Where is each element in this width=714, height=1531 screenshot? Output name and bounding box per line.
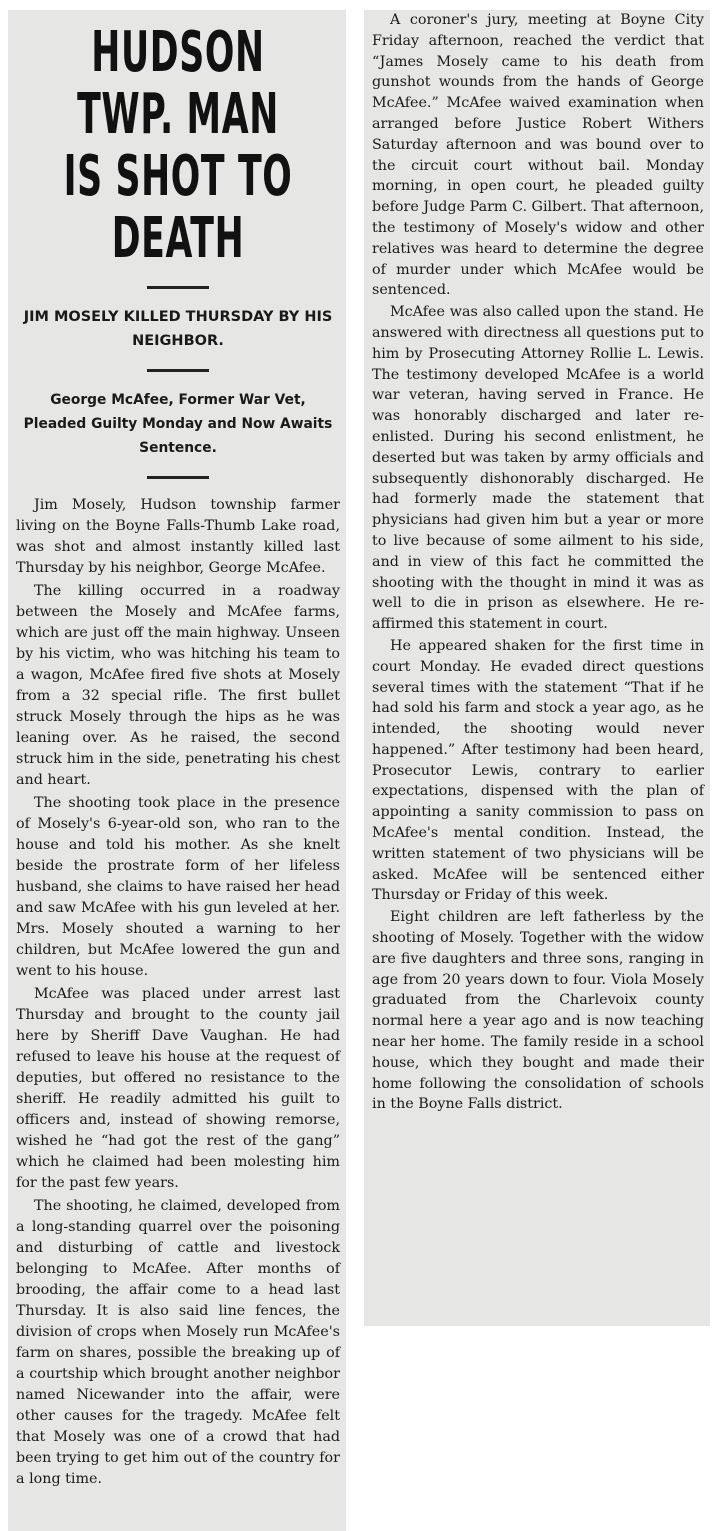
paragraph: The shooting took place in the presence of Mosely's 6-year-old son, who ran to the house and told his mother. As she knelt beside the prostrate form of her lifeless husband, she claims to have raised her head and saw McAfee with his gun leveled at her. Mrs. Mosely shouted a warning to her children, but McAfee lowered the gun and went to his house. <box>16 795 340 979</box>
right-column <box>364 10 710 1326</box>
divider-rule <box>147 369 209 372</box>
headline-line-2: IS SHOT TO DEATH <box>63 144 293 271</box>
article-body-right <box>372 10 704 1115</box>
left-column <box>8 10 346 1531</box>
paragraph: The killing occurred in a roadway between the Mosely and McAfee farms, which are just off the main highway. Unseen by his victim, who was hitching his team to a wagon, McAfee fired five shots at Mosely from a 32 special rifle. The first bullet struck Mosely through the hips as he was leaning over. As he raised, the second struck him in the side, penetrating his chest and heart. <box>16 583 340 788</box>
divider-rule <box>147 476 209 479</box>
subdeck: George McAfee, Former War Vet, Pleaded Guilty Monday and Now Awaits Sentence. <box>23 392 333 456</box>
headline-line-1: HUDSON TWP. MAN <box>77 20 279 147</box>
paragraph: A coroner's jury, meeting at Boyne City Friday afternoon, reached the verdict that “James Mosely came to his death from gunshot wounds from the hands of George McAfee.” McAfee waived examination when arranged before Justice Robert Withers Saturday afternoon and was bound over to the circuit court without bail. Monday morning, in open court, he pleaded guilty before Judge Parm C. Gilbert. That afternoon, the testimony of Mosely's widow and other relatives was heard to determine the degree of murder under which McAfee would be sentenced. <box>372 12 704 299</box>
paragraph: Jim Mosely, Hudson township farmer living on the Boyne Falls-Thumb Lake road, was shot and almost instantly killed last Thursday by his neighbor, George McAfee. <box>16 497 340 576</box>
paragraph: The shooting, he claimed, developed from a long-standing quarrel over the poisoning and disturbing of cattle and livestock belonging to McAfee. After months of brooding, the affair come to a head last Thursday. It is also said line fences, the division of crops when Mosely run McAfee's farm on shares, possible the breaking up of a courtship which brought another neighbor named Nicewander into the affair, were other causes for the tragedy. McAfee felt that Mosely was one of a crowd that had been trying to get him out of the country for a long time. <box>16 1198 340 1487</box>
paragraph: McAfee was also called upon the stand. He answered with directness all questions put to him by Prosecuting Attorney Rollie L. Lewis. The testimony developed McAfee is a world war veteran, having served in France. He was honorably discharged and later re-enlisted. During his second enlistment, he deserted but was taken by army officials and subsequently dishonorably discharged. He had formerly made the statement that physicians had given him but a year or more to live because of some ailment to his side, and in view of this fact he committed the shooting with the thought in mind it was as well to die in prison as elsewhere. He re-affirmed this statement in court. <box>372 304 704 633</box>
deck: JIM MOSELY KILLED THURSDAY BY HIS NEIGHBOR. <box>23 309 333 349</box>
divider-rule <box>147 286 209 289</box>
article-body-left <box>16 495 340 1490</box>
paragraph: Eight children are left fatherless by the shooting of Mosely. Together with the widow are five daughters and three sons, ranging in age from 20 years down to four. Viola Mosely graduated from the Charlevoix county normal here a year ago and is now teaching near her home. The family reside in a school house, which they bought and made their home following the consolidation of schools in the Boyne Falls district. <box>372 909 704 1113</box>
headline <box>40 22 315 270</box>
paragraph: He appeared shaken for the first time in court Monday. He evaded direct questions several times with the statement “That if he had sold his farm and stock a year ago, as he intended, the shooting would never happened.” After testimony had been heard, Prosecutor Lewis, contrary to earlier expectations, dispensed with the plan of appointing a sanity commission to pass on McAfee's mental condition. Instead, the written statement of two physicians will be asked. McAfee will be sentenced either Thursday or Friday of this week. <box>372 637 704 904</box>
paragraph: McAfee was placed under arrest last Thursday and brought to the county jail here by Sheriff Dave Vaughan. He had refused to leave his house at the request of deputies, but offered no resistance to the sheriff. He readily admitted his guilt to officers and, instead of showing remorse, wished he “had got the rest of the gang” which he claimed had been molesting him for the past few years. <box>16 986 340 1191</box>
